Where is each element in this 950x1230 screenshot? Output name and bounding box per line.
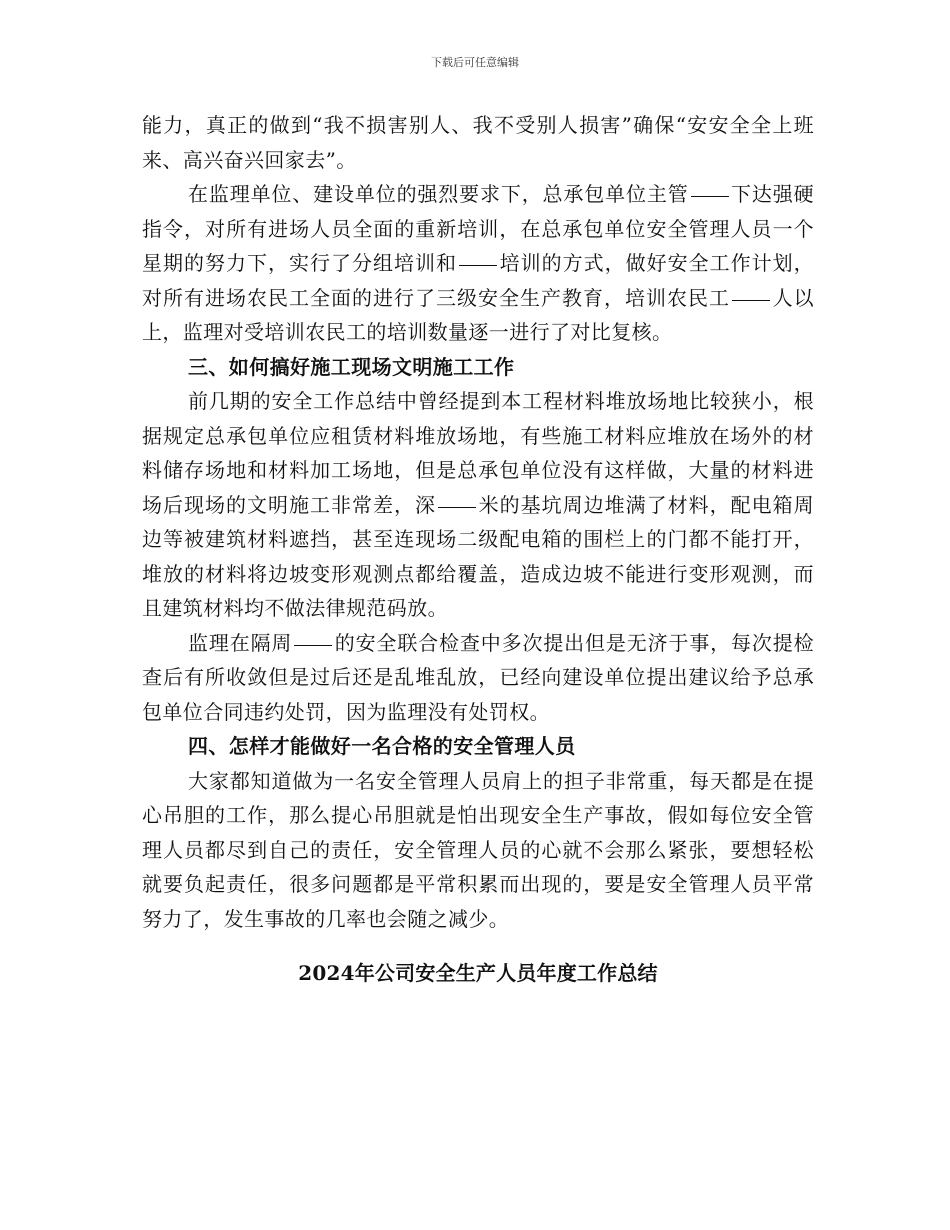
document-title: 2024年公司安全生产人员年度工作总结 xyxy=(298,961,658,985)
paragraph-text: 米的基坑周边堆满了材料，配电箱周边等被建筑材料遮挡，甚至连现场二级配电箱的围栏上的门都不能打开，堆放的材料将边坡变形观测点都给覆盖，造成边坡不能进行变形观测，而且建筑材料均不做法律规范码放。 xyxy=(142,492,814,620)
paragraph-text: 的安全联合检查中多次提出但是无济于事，每次提检查后有所收敛但是过后还是乱堆乱放，已经向建设单位提出建议给予总承包单位合同违约处罚，因为监理没有处罚权。 xyxy=(142,630,815,724)
blank-underline xyxy=(691,195,729,197)
paragraph-inspection xyxy=(142,626,814,730)
blank-underline xyxy=(294,644,332,646)
paragraph-safety-manager: 大家都知道做为一名安全管理人员肩上的担子非常重，每天都是在提心吊胆的工作，那么提心吊胆就是怕出现安全生产事故，假如每位安全管理人员都尽到自己的责任，安全管理人员的心就不会那么紧张，要想轻松就要负起责任，很多问题都是平常积累而出现的，要是安全管理人员平常努力了，发生事故的几率也会随之减少。 xyxy=(142,768,814,931)
blank-underline xyxy=(459,264,497,266)
paragraph-text: 前几期的安全工作总结中曾经提到本工程材料堆放场地比较狭小，根据规定总承包单位应租赁材料堆放场地，有些施工材料应堆放在场外的材料储存场地和材料加工场地，但是总承包单位没有这样做，大量的材料进场后现场的文明施工非常差，深 xyxy=(142,389,814,517)
paragraph-text: 下达强硬指令，对所有进场人员全面的重新培训，在总承包单位安全管理人员一个星期的努力下，实行了分组培训和 xyxy=(142,182,814,275)
paragraph-text: 培训的方式，做好安全工作计划，对所有进场农民工全面的进行了三级安全生产教育，培训农民工 xyxy=(142,251,814,310)
paragraph-text: 人以上，监理对受培训农民工的培训数量逐一进行了对比复核。 xyxy=(142,285,814,344)
paragraph-training xyxy=(142,177,814,350)
paragraph-continuation: 能力，真正的做到“我不损害别人、我不受别人损害”确保“安安全全上班来、高兴奋兴回家去”。 xyxy=(142,113,814,172)
section-heading-4: 四、怎样才能做好一名合格的安全管理人员 xyxy=(188,734,576,758)
document-body xyxy=(142,108,814,991)
section-heading-3: 三、如何搞好施工现场文明施工工作 xyxy=(188,354,515,379)
paragraph-text: 监理在隔周 xyxy=(188,630,293,655)
page-header-note: 下载后可任意编辑 xyxy=(431,56,519,69)
paragraph-text: 在监理单位、建设单位的强烈要求下，总承包单位主管 xyxy=(188,182,689,206)
blank-underline xyxy=(732,299,770,301)
paragraph-site-materials xyxy=(142,384,814,626)
blank-underline xyxy=(438,506,476,508)
